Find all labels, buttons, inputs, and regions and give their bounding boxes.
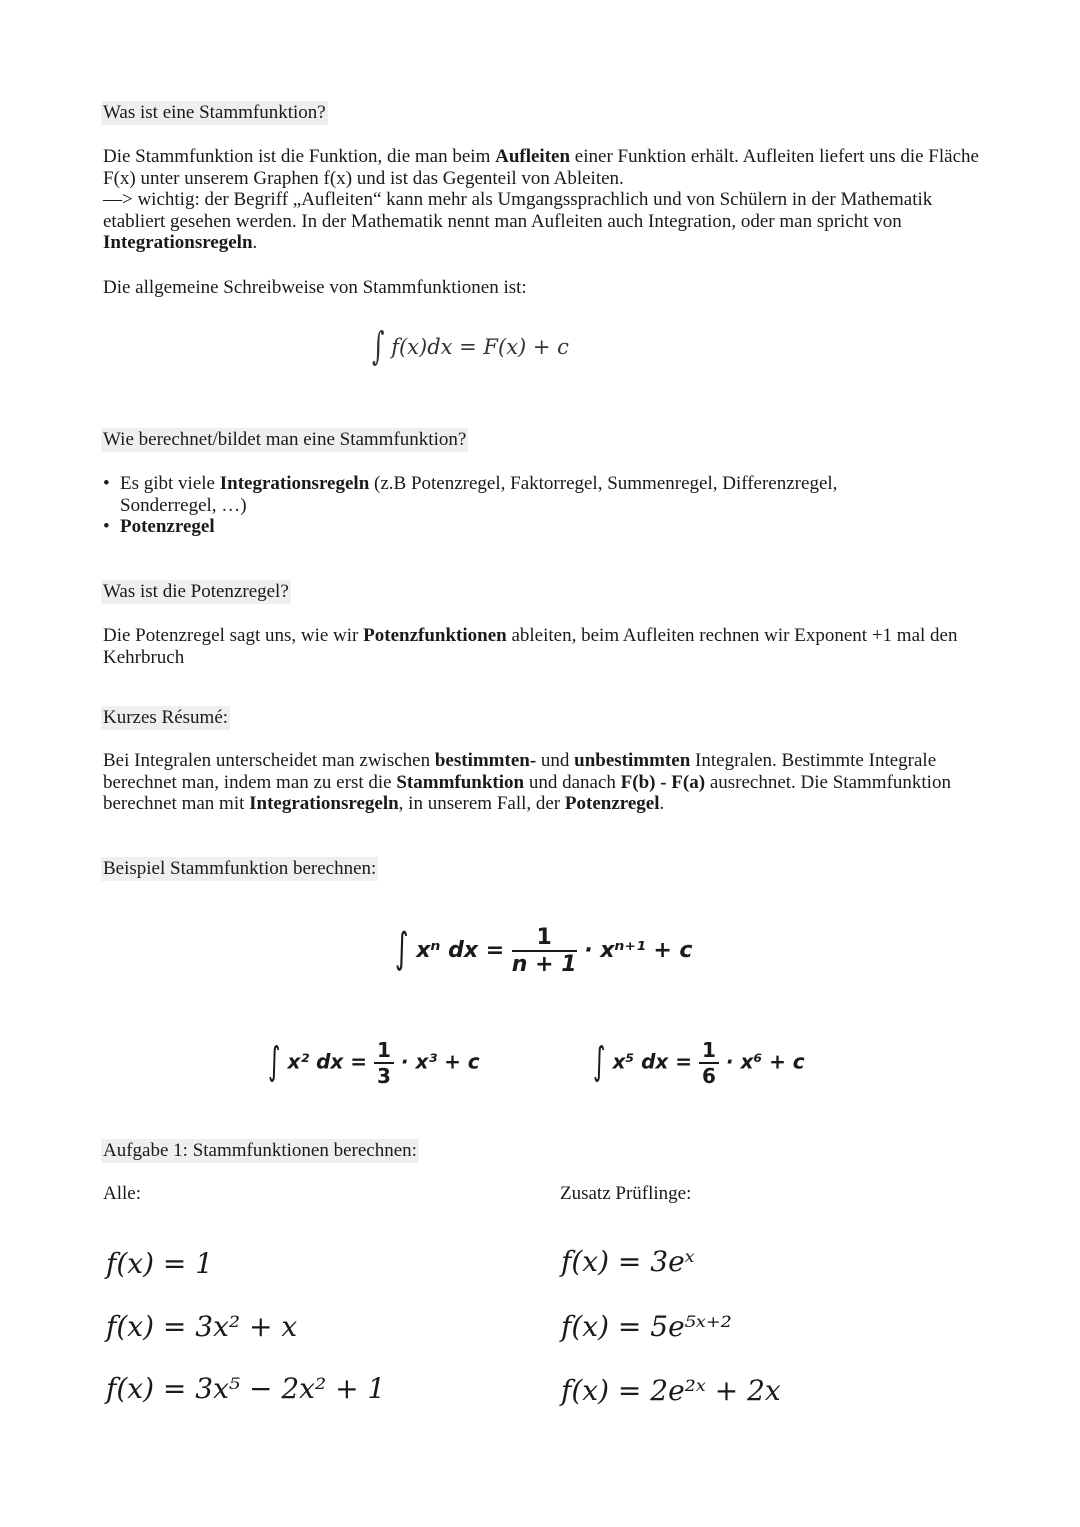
bullet-list — [103, 473, 903, 538]
formula-power-rule — [395, 925, 692, 977]
formula-rhs: · x⁶ + c — [725, 1049, 805, 1074]
bold-term: bestimmten- — [434, 750, 537, 771]
paragraph-resume — [103, 750, 983, 815]
formula-example-1 — [268, 1038, 480, 1088]
formula-rhs: · x³ + c — [400, 1049, 480, 1074]
text: Die Potenzregel sagt uns, wie wir — [103, 625, 364, 646]
formula-lhs: xⁿ dx = — [416, 938, 505, 963]
text: (z.B Potenzregel, Faktorregel, Summenregel, Differenzregel, Sonderregel, …) — [120, 473, 838, 516]
bold-term: Stammfunktion — [396, 771, 525, 793]
bold-term: Integrationsregeln — [219, 473, 370, 494]
formula-lhs: x² dx = — [287, 1049, 368, 1074]
task-left-1: f(x) = 1 — [106, 1247, 214, 1280]
text: und danach — [524, 771, 621, 793]
task-right-2: f(x) = 5e⁵ˣ⁺² — [561, 1310, 732, 1343]
bullet-item — [103, 473, 903, 516]
text: Es gibt viele — [120, 473, 220, 494]
integral-sign: ∫ — [268, 1038, 281, 1083]
text: und — [536, 750, 575, 771]
text: . — [252, 232, 258, 253]
numerator: 1 — [699, 1038, 719, 1064]
fraction — [512, 925, 577, 977]
integral-sign: ∫ — [372, 323, 385, 369]
heading-aufgabe: Aufgabe 1: Stammfunktionen berechnen: — [103, 1140, 417, 1161]
bold-term: Integrationsregeln — [249, 793, 399, 814]
paragraph-notation: Die allgemeine Schreibweise von Stammfunktionen ist: — [103, 277, 527, 298]
task-left-2: f(x) = 3x² + x — [106, 1310, 298, 1343]
formula-rhs: · xⁿ⁺¹ + c — [584, 938, 693, 963]
bold-term: unbestimmten — [574, 750, 691, 771]
text: einer Funktion erhält. Aufleiten liefert uns die Fläche F(x) unter unserem Graphen f(x) und ist das Gegenteil von Ableiten. — [103, 146, 979, 189]
integral-sign: ∫ — [395, 925, 409, 973]
bold-term: Potenzregel — [120, 516, 215, 537]
text: —> wichtig: der Begriff „Aufleiten“ kann mehr als Umgangssprachlich und von Schülern in der Mathematik etabliert gesehen werden. In der Mathematik nennt man Aufleiten auch Integration, oder man spricht von — [103, 189, 933, 232]
numerator: 1 — [512, 925, 577, 952]
bold-term: F(b) - F(a) — [620, 771, 706, 793]
denominator: n + 1 — [511, 952, 577, 977]
fraction — [699, 1038, 719, 1088]
formula-body: f(x)dx = F(x) + c — [391, 335, 569, 359]
column-label-zusatz: Zusatz Prüflinge: — [560, 1183, 692, 1204]
bold-term: Potenzregel — [564, 793, 660, 814]
bold-term: Integrationsregeln — [103, 232, 253, 253]
text: Die Stammfunktion ist die Funktion, die man beim — [103, 146, 496, 167]
formula-example-2 — [593, 1038, 805, 1088]
formula-general — [372, 323, 569, 369]
text: ableiten, beim Aufleiten rechnen wir Exponent +1 mal den Kehrbruch — [103, 625, 958, 668]
column-label-alle: Alle: — [103, 1183, 141, 1204]
text: Integralen. Bestimmte Integrale berechnet man, indem man zu erst die — [103, 750, 937, 793]
heading-berechnen: Wie berechnet/bildet man eine Stammfunktion? — [103, 429, 467, 450]
text: , in unserem Fall, der — [398, 793, 565, 814]
denominator: 6 — [702, 1064, 716, 1088]
text: Bei Integralen unterscheidet man zwischen — [103, 750, 435, 771]
text: ausrechnet. Die Stammfunktion berechnet man mit — [103, 771, 951, 814]
numerator: 1 — [374, 1038, 394, 1064]
fraction — [374, 1038, 394, 1088]
heading-potenzregel: Was ist die Potenzregel? — [103, 581, 289, 602]
heading-beispiel: Beispiel Stammfunktion berechnen: — [103, 858, 377, 879]
integral-sign: ∫ — [593, 1038, 606, 1083]
bullet-item — [103, 516, 903, 538]
task-right-1: f(x) = 3eˣ — [561, 1245, 695, 1278]
bold-term: Potenzfunktionen — [363, 625, 507, 646]
task-left-3: f(x) = 3x⁵ − 2x² + 1 — [106, 1372, 386, 1405]
paragraph-potenzregel — [103, 625, 983, 668]
heading-resume: Kurzes Résumé: — [103, 707, 229, 728]
bold-term: Aufleiten — [495, 146, 571, 167]
text: . — [659, 793, 665, 814]
denominator: 3 — [377, 1064, 391, 1088]
task-right-3: f(x) = 2e²ˣ + 2x — [561, 1374, 781, 1407]
formula-lhs: x⁵ dx = — [612, 1049, 693, 1074]
heading-stammfunktion: Was ist eine Stammfunktion? — [103, 102, 326, 123]
paragraph-definition — [103, 146, 983, 254]
